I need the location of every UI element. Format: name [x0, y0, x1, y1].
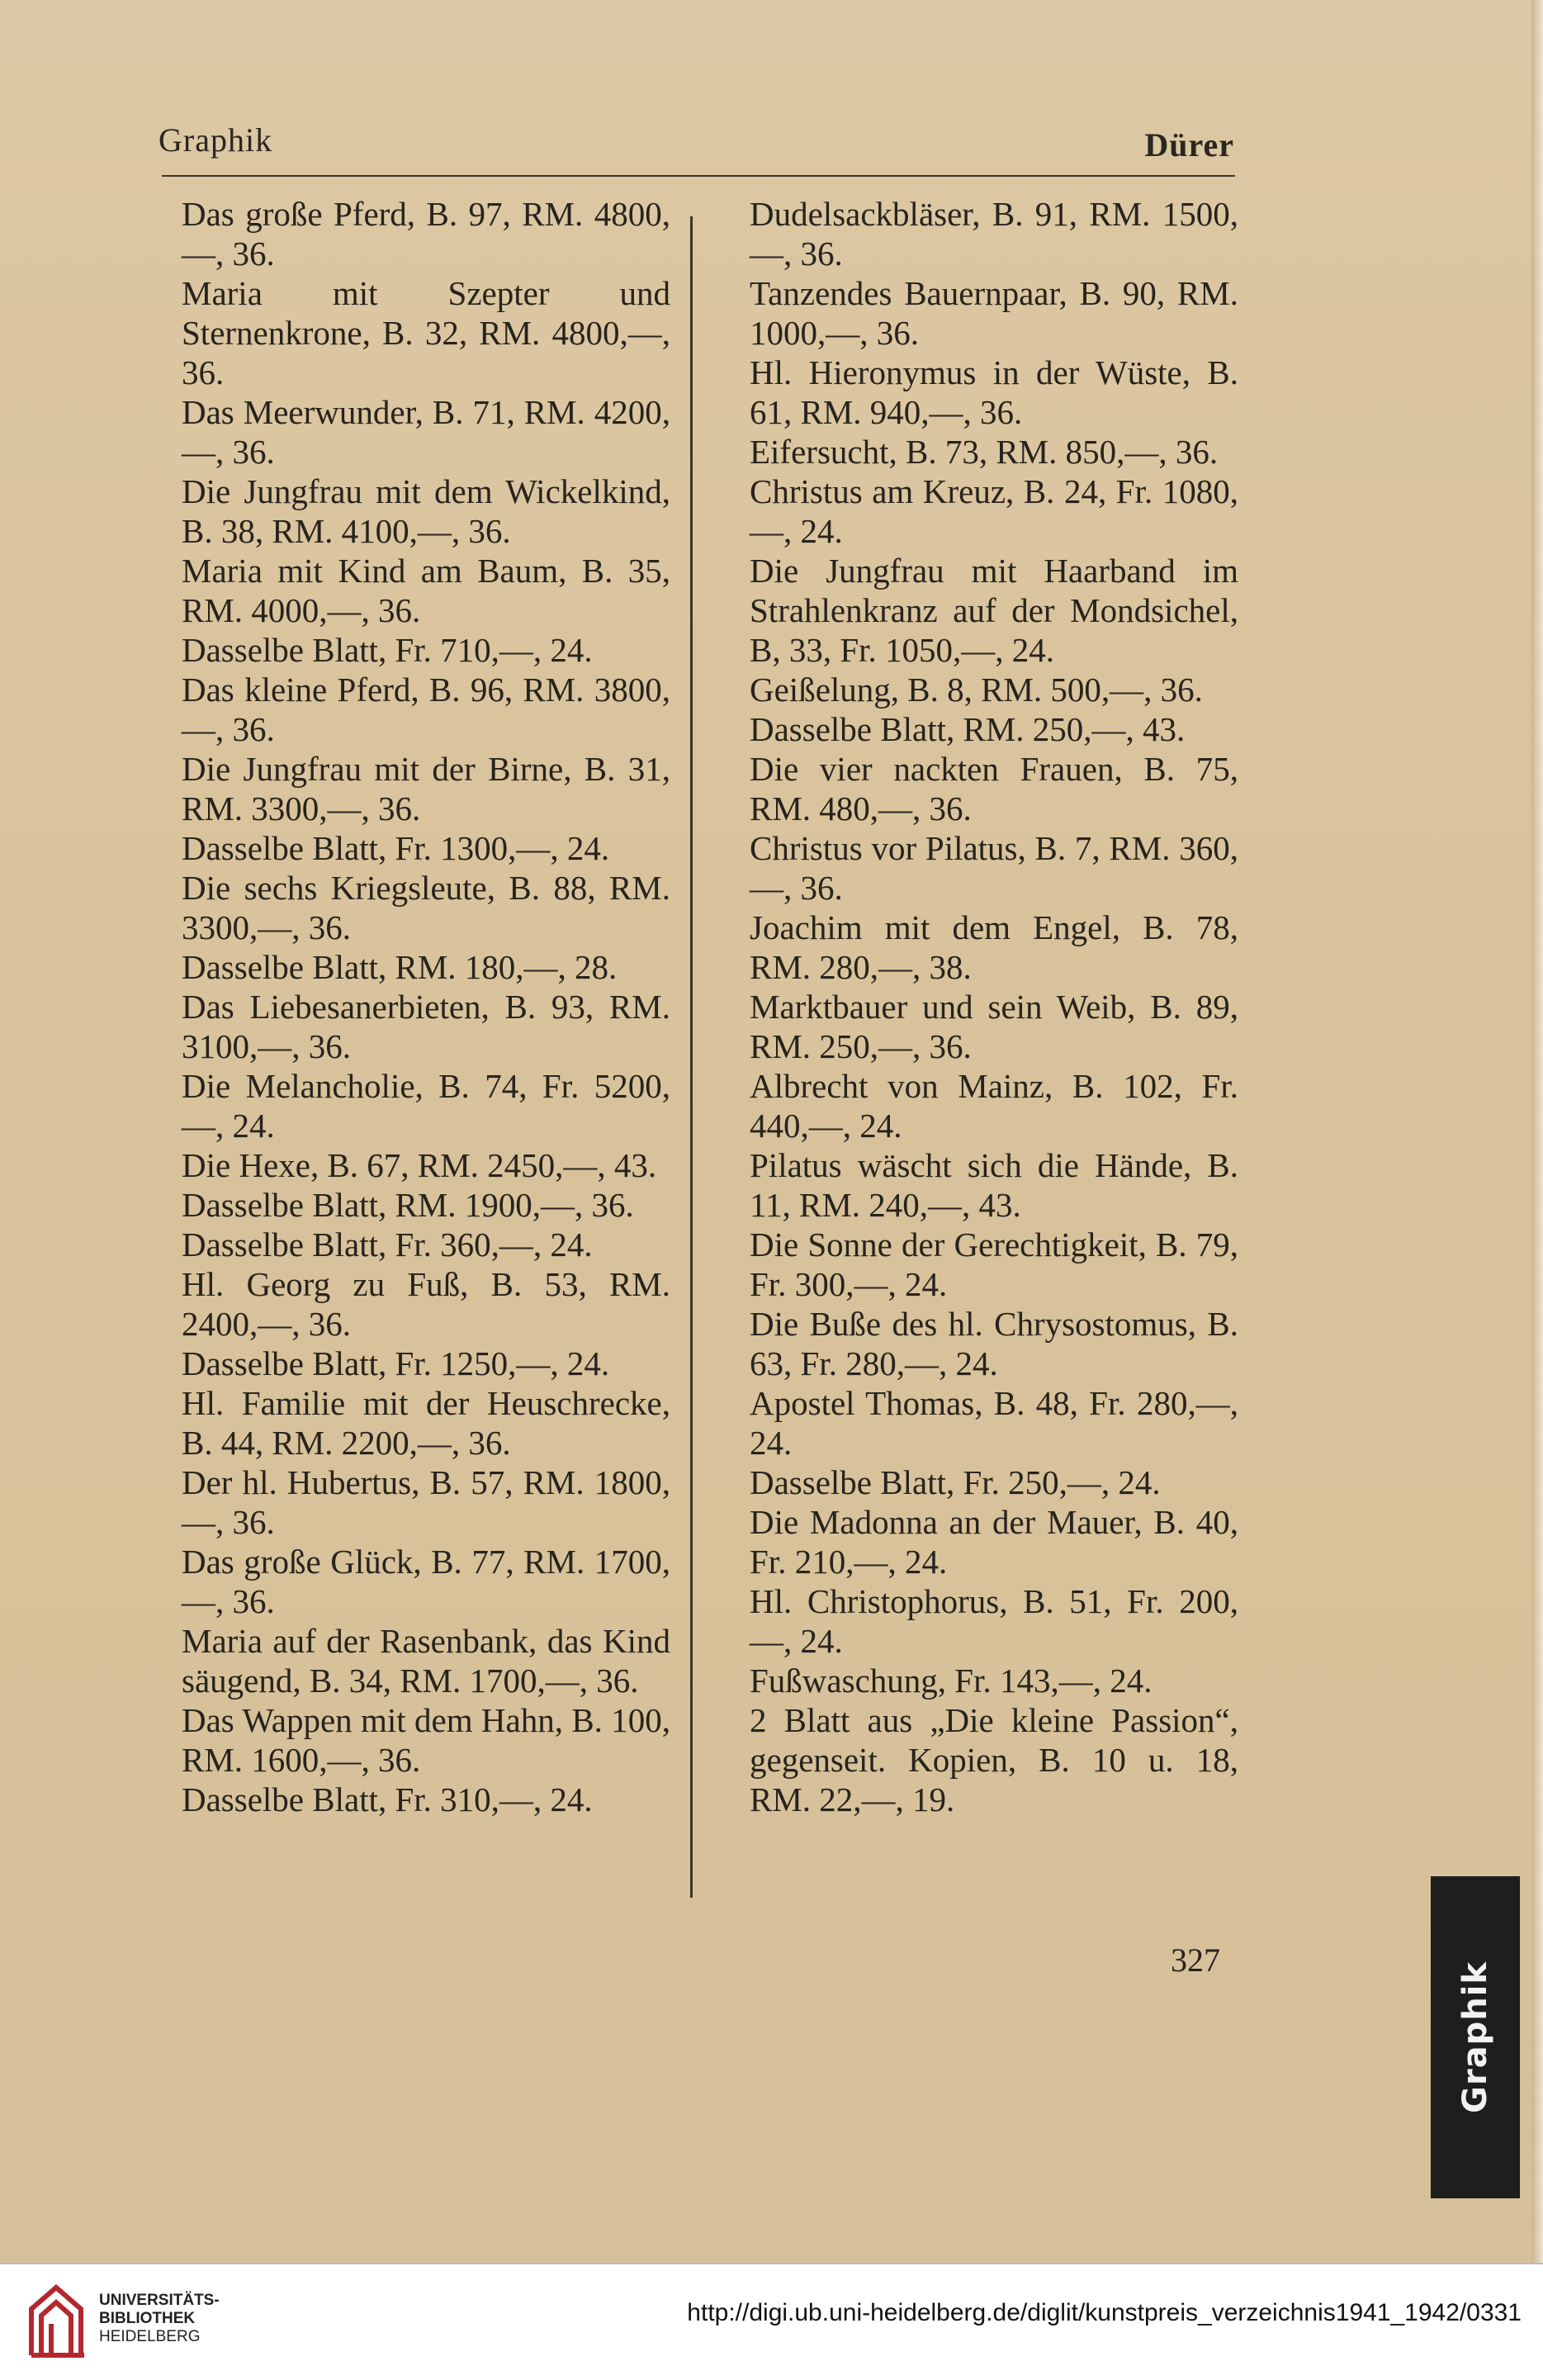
catalog-entry: Albrecht von Mainz, B. 102, Fr. 440,—, 24.: [750, 1067, 1238, 1145]
permalink-url[interactable]: http://digi.ub.uni-heidelberg.de/diglit/kunstpreis_verzeichnis1941_1942/0331: [687, 2299, 1522, 2326]
catalog-entry: Geißelung, B. 8, RM. 500,—, 36.: [750, 671, 1203, 709]
running-header-right: Dürer: [1144, 126, 1234, 164]
catalog-entry: Christus vor Pilatus, B. 7, RM. 360,—, 36.: [750, 829, 1238, 907]
catalog-entry: Das Liebesanerbieten, B. 93, RM. 3100,—, 36.: [182, 988, 670, 1065]
catalog-entry: Fußwaschung, Fr. 143,—, 24.: [750, 1662, 1153, 1700]
section-tab: [1431, 1876, 1520, 2198]
catalog-entry: Das kleine Pferd, B. 96, RM. 3800,—, 36.: [182, 671, 670, 748]
catalog-entry: Marktbauer und sein Weib, B. 89, RM. 250,—, 36.: [750, 988, 1238, 1065]
catalog-entry: Maria auf der Rasenbank, das Kind säugend, B. 34, RM. 1700,—, 36.: [182, 1622, 670, 1700]
catalog-entry: Dasselbe Blatt, RM. 1900,—, 36.: [182, 1186, 634, 1224]
catalog-entry: Das große Pferd, B. 97, RM. 4800,—, 36.: [182, 195, 670, 273]
library-name-line-2: BIBLIOTHEK: [99, 2310, 196, 2327]
library-name-line-3: HEIDELBERG: [99, 2328, 201, 2345]
catalog-entry: Dasselbe Blatt, Fr. 250,—, 24.: [750, 1463, 1161, 1501]
catalog-entry: Das Wappen mit dem Hahn, B. 100, RM. 1600,—, 36.: [182, 1701, 670, 1779]
catalog-entry: Tanzendes Bauernpaar, B. 90, RM. 1000,—, 36.: [750, 274, 1238, 352]
catalog-entry: Die Madonna an der Mauer, B. 40, Fr. 210,—, 24.: [750, 1503, 1238, 1581]
library-footer: [0, 2263, 1543, 2380]
catalog-entry: Der hl. Hubertus, B. 57, RM. 1800,—, 36.: [182, 1463, 670, 1541]
catalog-entry: Dudelsackbläser, B. 91, RM. 1500,—, 36.: [750, 195, 1238, 273]
library-name: [99, 2292, 220, 2346]
catalog-entry: Die sechs Kriegsleute, B. 88, RM. 3300,—, 36.: [182, 869, 670, 946]
catalog-entry: Die Buße des hl. Chrysostomus, B. 63, Fr. 280,—, 24.: [750, 1305, 1238, 1382]
catalog-entry: Die vier nackten Frauen, B. 75, RM. 480,—, 36.: [750, 750, 1238, 827]
library-logo-icon: [23, 2276, 92, 2363]
catalog-entry: Dasselbe Blatt, Fr. 1300,—, 24.: [182, 829, 610, 867]
column-separator: [690, 216, 693, 1898]
catalog-entry: Das große Glück, B. 77, RM. 1700,—, 36.: [182, 1543, 670, 1620]
catalog-entry: Hl. Familie mit der Heuschrecke, B. 44, RM. 2200,—, 36.: [182, 1384, 670, 1462]
catalog-entry: Dasselbe Blatt, Fr. 1250,—, 24.: [182, 1344, 610, 1382]
catalog-entry: Das Meerwunder, B. 71, RM. 4200,—, 36.: [182, 393, 670, 471]
catalog-entry: Die Jungfrau mit der Birne, B. 31, RM. 3300,—, 36.: [182, 750, 670, 827]
catalog-entry: Maria mit Szepter und Sternenkrone, B. 32, RM. 4800,—, 36.: [182, 274, 670, 391]
header-rule: [162, 175, 1235, 177]
catalog-entry: Eifersucht, B. 73, RM. 850,—, 36.: [750, 433, 1219, 471]
page-number: 327: [1171, 1941, 1220, 1979]
catalog-entry: Dasselbe Blatt, RM. 180,—, 28.: [182, 948, 618, 986]
catalog-entry: Dasselbe Blatt, Fr. 310,—, 24.: [182, 1780, 593, 1818]
catalog-entry: Dasselbe Blatt, RM. 250,—, 43.: [750, 710, 1186, 748]
catalog-entry: Die Sonne der Gerechtigkeit, B. 79, Fr. 300,—, 24.: [750, 1226, 1238, 1303]
catalog-entry: Hl. Christophorus, B. 51, Fr. 200,—, 24.: [750, 1582, 1238, 1660]
catalog-entry: Die Hexe, B. 67, RM. 2450,—, 43.: [182, 1146, 657, 1184]
catalog-entry: Die Jungfrau mit dem Wickelkind, B. 38, RM. 4100,—, 36.: [182, 472, 670, 550]
left-column: [182, 194, 670, 1819]
catalog-entry: Die Melancholie, B. 74, Fr. 5200,—, 24.: [182, 1067, 670, 1145]
page-edge: [1531, 0, 1543, 2263]
catalog-entry: Christus am Kreuz, B. 24, Fr. 1080,—, 24.: [750, 472, 1238, 550]
catalog-entry: Hl. Hieronymus in der Wüste, B. 61, RM. 940,—, 36.: [750, 353, 1238, 431]
library-name-line-1: UNIVERSITÄTS-: [99, 2292, 220, 2309]
running-header-left: Graphik: [159, 121, 273, 159]
catalog-entry: Pilatus wäscht sich die Hände, B. 11, RM. 240,—, 43.: [750, 1146, 1238, 1224]
catalog-entry: Joachim mit dem Engel, B. 78, RM. 280,—, 38.: [750, 908, 1238, 986]
right-column: [750, 194, 1238, 1819]
catalog-entry: 2 Blatt aus „Die kleine Passion“, gegenseit. Kopien, B. 10 u. 18, RM. 22,—, 19.: [750, 1701, 1238, 1818]
catalog-entry: Hl. Georg zu Fuß, B. 53, RM. 2400,—, 36.: [182, 1265, 670, 1343]
section-tab-label: Graphik: [1456, 1961, 1494, 2113]
catalog-entry: Dasselbe Blatt, Fr. 710,—, 24.: [182, 631, 593, 669]
catalog-entry: Apostel Thomas, B. 48, Fr. 280,—, 24.: [750, 1384, 1238, 1462]
catalog-entry: Dasselbe Blatt, Fr. 360,—, 24.: [182, 1226, 593, 1263]
catalog-entry: Maria mit Kind am Baum, B. 35, RM. 4000,—, 36.: [182, 552, 670, 629]
catalog-entry: Die Jungfrau mit Haarband im Strahlenkranz auf der Mondsichel, B, 33, Fr. 1050,—, 24.: [750, 552, 1238, 669]
